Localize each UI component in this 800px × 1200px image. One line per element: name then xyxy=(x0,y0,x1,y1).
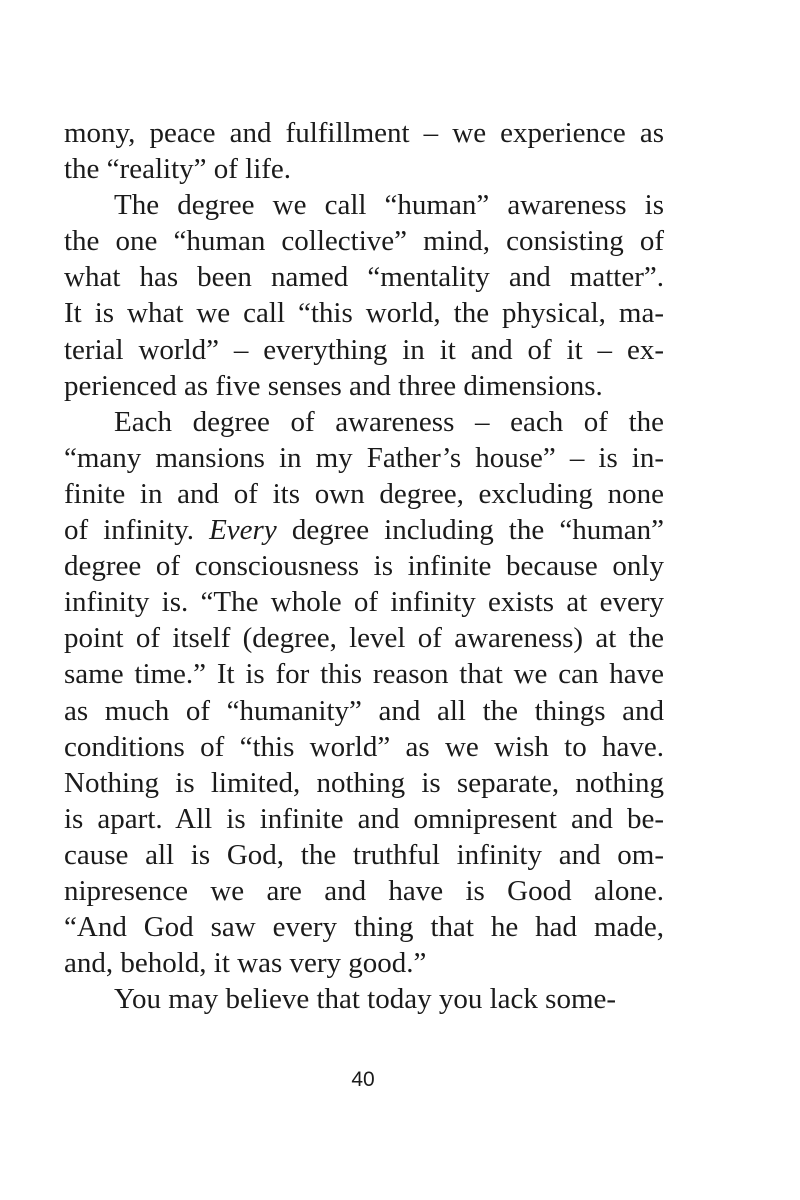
text-line: the one “human collective” mind, consisting of xyxy=(64,225,664,258)
text-line: same time.” It is for this reason that we can have xyxy=(64,658,664,691)
text-line: “And God saw every thing that he had made, xyxy=(64,911,664,944)
body-text xyxy=(64,115,664,1017)
text-fragment: degree including the “human” xyxy=(291,514,664,547)
text-line: what has been named “mentality and matter”. xyxy=(64,261,664,294)
text-line: perienced as five senses and three dimensions. xyxy=(64,369,603,402)
emphasized-word: Every xyxy=(209,514,277,547)
text-line: as much of “humanity” and all the things and xyxy=(64,694,664,727)
text-fragment: of infinity. xyxy=(64,514,194,547)
text-line: infinity is. “The whole of infinity exists at every xyxy=(64,586,664,619)
text-line: “many mansions in my Father’s house” – is in- xyxy=(64,441,664,474)
text-line: It is what we call “this world, the physical, ma- xyxy=(64,297,664,330)
text-line: conditions of “this world” as we wish to have. xyxy=(64,730,664,763)
paragraph-start-line: You may believe that today you lack some- xyxy=(114,983,617,1016)
text-line: point of itself (degree, level of awareness) at the xyxy=(64,622,664,655)
text-line: terial world” – everything in it and of it – ex- xyxy=(64,333,664,366)
text-line: nipresence we are and have is Good alone. xyxy=(64,874,664,907)
text-line-with-emphasis xyxy=(64,512,664,548)
paragraph-start-line: The degree we call “human” awareness is xyxy=(114,189,664,222)
text-line: is apart. All is infinite and omnipresent and be- xyxy=(64,802,664,835)
text-line: mony, peace and fulfillment – we experience as xyxy=(64,117,664,149)
text-line: degree of consciousness is infinite because only xyxy=(64,550,664,583)
paragraph-start-line: Each degree of awareness – each of the xyxy=(114,405,664,438)
page-number: 40 xyxy=(351,1068,375,1091)
text-line: and, behold, it was very good.” xyxy=(64,947,427,980)
text-line: the “reality” of life. xyxy=(64,153,292,186)
text-line: cause all is God, the truthful infinity and om- xyxy=(64,838,664,871)
text-line: finite in and of its own degree, excluding none xyxy=(64,477,664,510)
text-line: Nothing is limited, nothing is separate, nothing xyxy=(64,766,664,799)
